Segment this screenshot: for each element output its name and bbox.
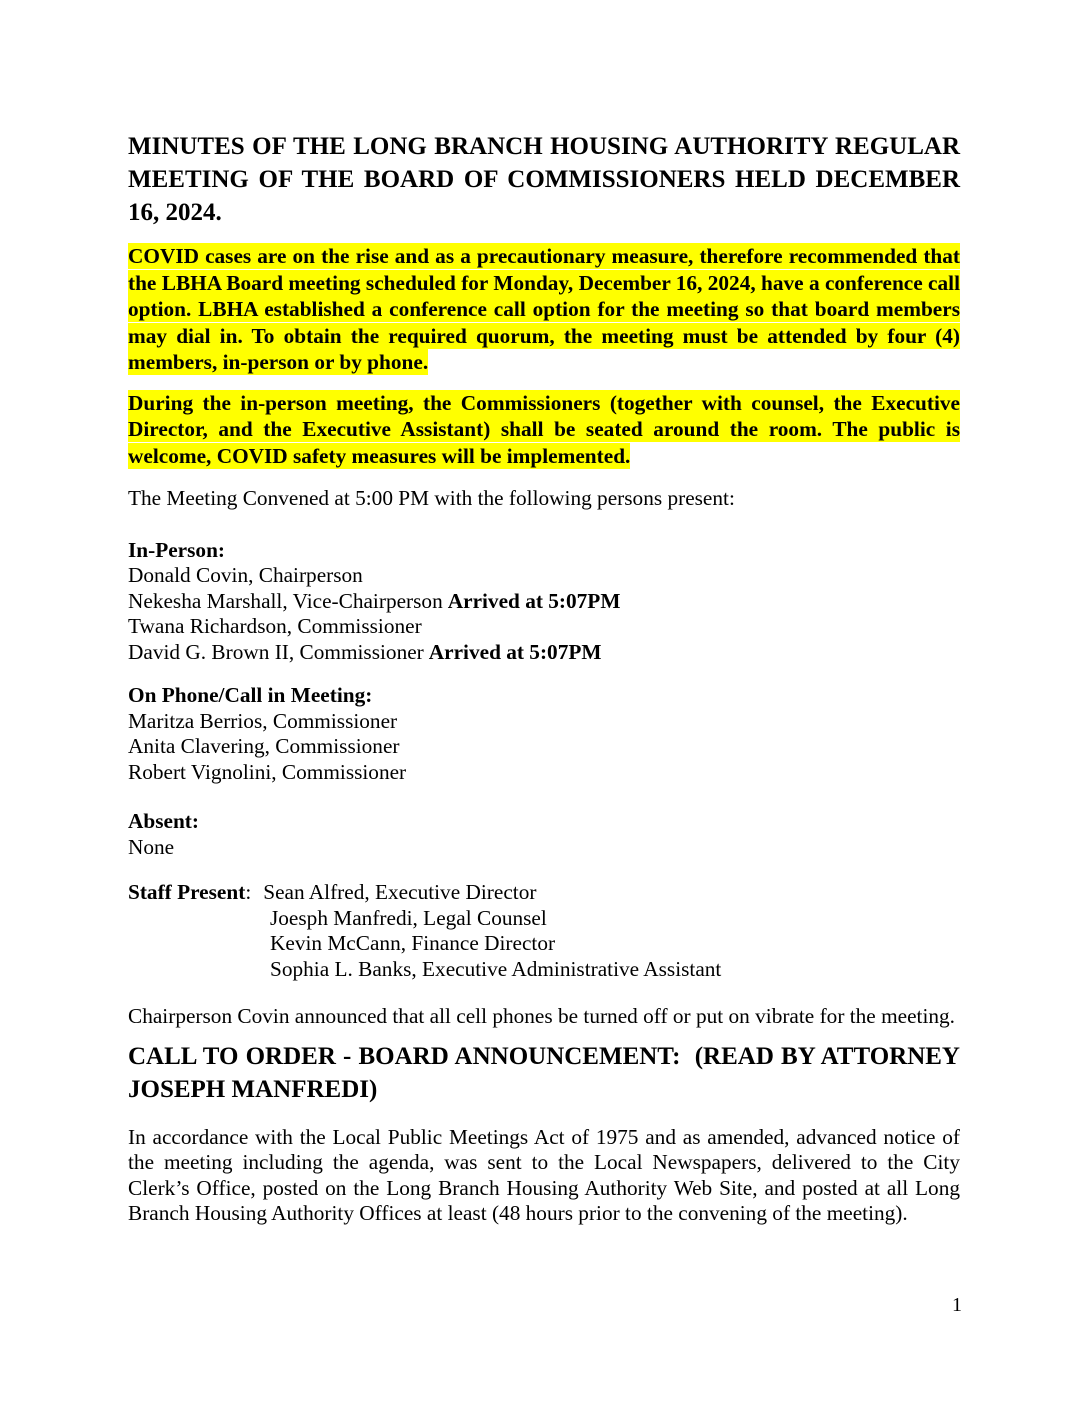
arrival-note: Arrived at 5:07PM [447, 588, 621, 613]
page-number: 1 [952, 1294, 962, 1316]
staff-line-kevin-mccann: Kevin McCann, Finance Director [270, 931, 556, 955]
covid-notice-paragraph-2 [128, 390, 960, 470]
staff-line-sean-alfred [128, 880, 960, 906]
attendee-line-donald-covin [128, 563, 960, 589]
attendee-line-nekesha-marshall [128, 589, 960, 615]
covid-notice-highlight-2: During the in-person meeting, the Commissioners (together with counsel, the Executive Director, and the Executive Assistant) shall be seated around the room. The public is welcome, COVID safety measures will be implemented. [128, 390, 960, 468]
in-person-section [128, 538, 960, 666]
staff-member-name: Sean Alfred, Executive Director [263, 880, 537, 904]
in-person-heading: In-Person: [128, 537, 226, 562]
document-title: MINUTES OF THE LONG BRANCH HOUSING AUTHORITY REGULAR MEETING OF THE BOARD OF COMMISSIONERS HELD DECEMBER 16, 2024. [128, 133, 960, 226]
on-phone-heading: On Phone/Call in Meeting: [128, 683, 373, 707]
absent-heading: Absent: [128, 809, 199, 833]
arrival-note: Arrived at 5:07PM [428, 639, 602, 664]
staff-heading-colon: : [245, 880, 252, 904]
phone-attendee-line-robert-vignolini: Robert Vignolini, Commissioner [128, 759, 407, 784]
public-meetings-notice-paragraph: In accordance with the Local Public Meetings Act of 1975 and as amended, advanced notice of the meeting including the agenda, was sent to the Local Newspapers, delivered to the City Clerk’s Office, posted on the Long Branch Housing Authority Web Site, and posted at all Long Branch Housing Authority Offices at least (48 hours prior to the convening of the meeting). [128, 1124, 960, 1225]
covid-notice-highlight-1: COVID cases are on the rise and as a precautionary measure, therefore recommended that the LBHA Board meeting scheduled for Monday, December 16, 2024, have a conference call option. LBHA established a conference call option for the meeting so that board members may dial in. To obtain the required quorum, the meeting must be attended by four (4) members, in-person or by phone. [128, 244, 960, 374]
phone-attendee-line-maritza-berrios: Maritza Berrios, Commissioner [128, 708, 398, 733]
attendee-name: David G. Brown II, Commissioner [128, 639, 424, 664]
attendee-name: Donald Covin, Chairperson [128, 563, 363, 587]
meeting-convened-line: The Meeting Convened at 5:00 PM with the following persons present: [128, 486, 735, 510]
on-phone-section [128, 683, 960, 785]
covid-notice-paragraph-1 [128, 243, 960, 376]
attendee-line-david-brown [128, 640, 960, 666]
cell-phone-announcement-line: Chairperson Covin announced that all cell phones be turned off or put on vibrate for the meeting. [128, 1004, 956, 1028]
attendee-name: Nekesha Marshall, Vice-Chairperson [128, 588, 443, 613]
staff-line-joesph-manfredi: Joesph Manfredi, Legal Counsel [270, 905, 547, 930]
absent-section [128, 809, 960, 860]
staff-line-sophia-banks: Sophia L. Banks, Executive Administrative Assistant [270, 956, 722, 981]
call-to-order-heading: CALL TO ORDER - BOARD ANNOUNCEMENT: (READ BY ATTORNEY JOSEPH MANFREDI) [128, 1042, 960, 1103]
absent-value: None [128, 834, 175, 859]
attendee-name: Twana Richardson, Commissioner [128, 614, 422, 638]
staff-present-heading: Staff Present [128, 880, 246, 904]
staff-present-section [128, 880, 960, 982]
attendee-line-twana-richardson [128, 614, 960, 640]
phone-attendee-line-anita-clavering: Anita Clavering, Commissioner [128, 734, 400, 758]
